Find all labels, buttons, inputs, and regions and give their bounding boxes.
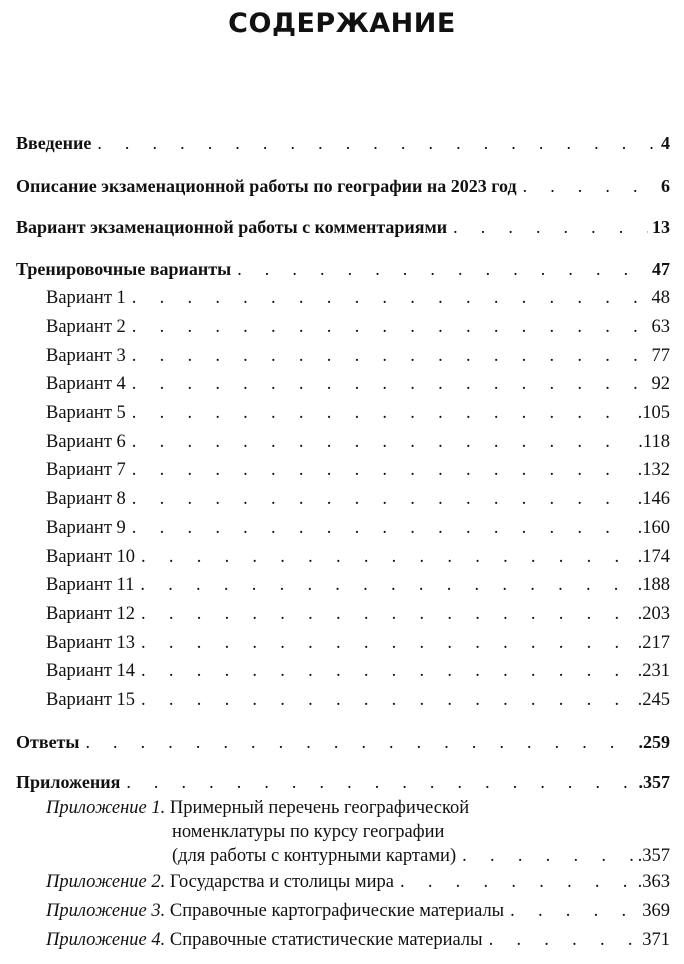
- dot-leader: [132, 459, 634, 481]
- appendix-line: (для работы с контурными картами): [172, 846, 457, 866]
- toc-entry-page: .188: [637, 575, 670, 595]
- toc-entry-page: .259: [638, 732, 670, 752]
- dot-leader: [141, 689, 634, 711]
- dot-leader: [462, 844, 634, 868]
- toc-entry-page: .160: [637, 518, 670, 538]
- toc-entry-label: Ответы: [16, 732, 80, 752]
- toc-entry-variant[interactable]: [46, 279, 670, 309]
- toc-entry-page: .118: [638, 432, 670, 452]
- toc-entry-label: Вариант 5: [46, 403, 126, 423]
- toc-entry-label: Вариант 4: [46, 374, 126, 394]
- toc-entry-label: Вариант 8: [46, 489, 126, 509]
- toc-entry-label: Вариант 13: [46, 633, 136, 653]
- toc-entry-variant[interactable]: [46, 681, 670, 711]
- toc-entry-page: 13: [652, 217, 670, 237]
- toc-entry-variant[interactable]: [46, 595, 670, 625]
- appendix-line: номенклатуры по курсу географии: [172, 822, 445, 842]
- dot-leader: [132, 402, 634, 424]
- dot-leader: [132, 316, 648, 338]
- toc-entry-variant[interactable]: [46, 509, 670, 539]
- toc-entry-label: Введение: [16, 133, 92, 153]
- appendix-prefix: Приложение 3.: [46, 901, 166, 921]
- toc-entry-variant[interactable]: [46, 480, 670, 510]
- dot-leader: [489, 928, 639, 952]
- toc-entry-appendix-4[interactable]: [46, 928, 670, 952]
- dot-leader: [453, 216, 648, 238]
- toc-entry-label: Вариант 1: [46, 288, 126, 308]
- appendix-prefix: Приложение 1.: [46, 798, 166, 818]
- toc-entry-variant[interactable]: [46, 451, 670, 481]
- toc-entry-label: Вариант 12: [46, 604, 136, 624]
- dot-leader: [97, 132, 657, 154]
- dot-leader: [141, 660, 634, 682]
- dot-leader: [126, 771, 634, 793]
- dot-leader: [141, 632, 634, 654]
- toc-entry-variant[interactable]: [46, 624, 670, 654]
- toc-entry-page: 77: [651, 346, 670, 366]
- toc-entry-page: .146: [637, 489, 670, 509]
- toc-entry-page: .357: [637, 846, 670, 866]
- toc-entry-appendix-2[interactable]: [46, 870, 670, 894]
- toc-entry-answers[interactable]: [16, 723, 670, 753]
- toc-entry-label: Вариант 10: [46, 547, 136, 567]
- toc-entry-page: .217: [637, 633, 670, 653]
- dot-leader: [132, 345, 648, 367]
- toc-entry-page: .132: [637, 460, 670, 480]
- toc-entry-label: Описание экзаменационной работы по географии на 2023 год: [16, 176, 517, 196]
- toc-entry-label: Вариант 6: [46, 432, 126, 452]
- toc-entry-label: Вариант 3: [46, 346, 126, 366]
- toc-entry-variant[interactable]: [46, 337, 670, 367]
- toc-entry-label: Вариант 9: [46, 518, 126, 538]
- toc-entry-page: .231: [637, 661, 670, 681]
- toc-entry-page: 92: [651, 374, 670, 394]
- toc-entry-page: .357: [638, 772, 670, 792]
- toc-entry-commented-variant[interactable]: [16, 208, 670, 238]
- dot-leader: [510, 899, 638, 923]
- toc-entry-appendix-1[interactable]: [46, 796, 670, 868]
- appendix-text: Справочные статистические материалы: [169, 930, 483, 950]
- toc-entry-page: 47: [652, 259, 670, 279]
- page-title: СОДЕРЖАНИЕ: [228, 8, 456, 39]
- toc-entry-label: Вариант 11: [46, 575, 135, 595]
- appendix-prefix: Приложение 2.: [46, 872, 166, 892]
- appendix-prefix: Приложение 4.: [46, 930, 166, 950]
- toc-entry-label: Вариант 2: [46, 317, 126, 337]
- toc-entry-page: .363: [637, 872, 670, 892]
- toc-entry-page: 4: [661, 133, 670, 153]
- toc-entry-variant[interactable]: [46, 365, 670, 395]
- toc-entry-page: .245: [637, 690, 670, 710]
- toc-entry-label: Приложения: [16, 772, 121, 792]
- toc-entry-appendix-3[interactable]: [46, 899, 670, 923]
- toc-entry-variant[interactable]: [46, 423, 670, 453]
- toc-entry-variant[interactable]: [46, 566, 670, 596]
- toc-entry-variant[interactable]: [46, 652, 670, 682]
- toc-entry-label: Вариант 15: [46, 690, 136, 710]
- appendix-line: Примерный перечень географической: [169, 798, 470, 818]
- toc-entry-page: 371: [642, 930, 670, 950]
- dot-leader: [523, 175, 657, 197]
- dot-leader: [132, 517, 634, 539]
- dot-leader: [141, 546, 634, 568]
- toc-entry-variant[interactable]: [46, 394, 670, 424]
- dot-leader: [132, 488, 634, 510]
- appendix-text: Справочные картографические материалы: [169, 901, 505, 921]
- toc-entry-page: 63: [651, 317, 670, 337]
- appendix-text: Государства и столицы мира: [169, 872, 394, 892]
- dot-leader: [132, 287, 648, 309]
- toc-entry-training-variants[interactable]: [16, 250, 670, 280]
- dot-leader: [140, 574, 633, 596]
- toc-entry-label: Вариант экзаменационной работы с комментариями: [16, 217, 448, 237]
- toc-entry-page: 369: [642, 901, 670, 921]
- toc-entry-variant[interactable]: [46, 538, 670, 568]
- toc-entry-page: .174: [637, 547, 670, 567]
- toc-entry-label: Вариант 7: [46, 460, 126, 480]
- dot-leader: [132, 373, 648, 395]
- toc-entry-page: .105: [637, 403, 670, 423]
- toc-entry-label: Вариант 14: [46, 661, 136, 681]
- dot-leader: [400, 870, 634, 894]
- dot-leader: [132, 431, 635, 453]
- toc-entry-introduction[interactable]: [16, 124, 670, 154]
- toc-entry-page: 6: [661, 176, 670, 196]
- dot-leader: [141, 603, 634, 625]
- toc-entry-exam-description[interactable]: [16, 167, 670, 197]
- toc-entry-label: Тренировочные варианты: [16, 259, 232, 279]
- toc-entry-appendices[interactable]: [16, 763, 670, 793]
- toc-entry-variant[interactable]: [46, 308, 670, 338]
- toc-entry-page: 48: [651, 288, 670, 308]
- toc-entry-page: .203: [637, 604, 670, 624]
- dot-leader: [85, 731, 634, 753]
- dot-leader: [237, 258, 648, 280]
